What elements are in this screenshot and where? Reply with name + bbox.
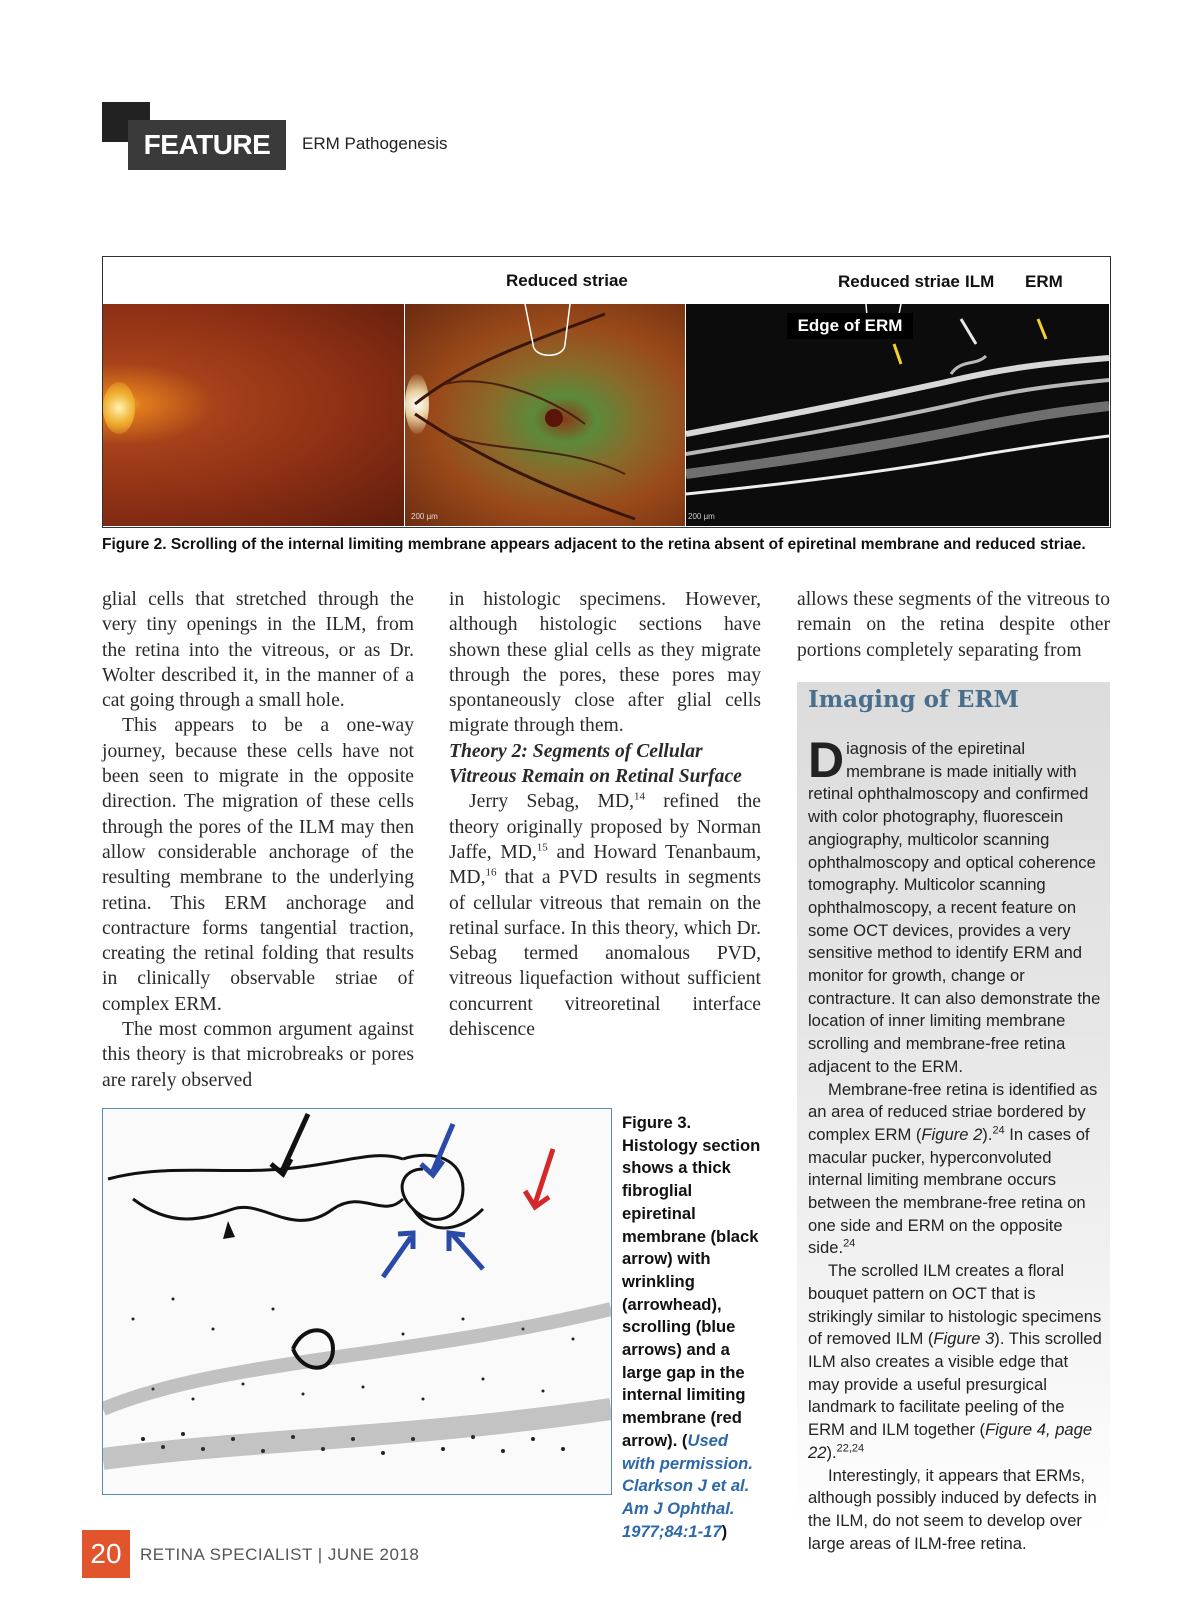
scale-bar-1: 200 µm — [411, 512, 438, 521]
sidebar-paragraph-4: Interestingly, it appears that ERMs, although possibly induced by defects in the ILM, do not seem to develop over large areas of ILM-free retina. — [808, 1465, 1097, 1553]
page-number: 20 — [82, 1530, 130, 1578]
col2-paragraph-2 — [449, 789, 761, 1042]
column-1 — [102, 587, 414, 1093]
footer-publication: RETINA SPECIALIST | JUNE 2018 — [140, 1545, 420, 1564]
figure-3-caption — [622, 1112, 762, 1543]
col2-paragraph-1: in histologic specimens. However, although histologic sections have shown these glial cells as they migrate through the pores, these pores may spontaneously close after glial cells migrate through them. — [449, 589, 761, 737]
fundus-photo — [103, 304, 404, 526]
col1-paragraph-2: This appears to be a one-way journey, because these cells have not been seen to migrate in the opposite direction. The migration of these cells through the pores of the ILM may then allow considerable anchorage of the resulting membrane to the underlying retina. This ERM anchorage and contracture forms tangential traction, creating the retinal folding that results in clinically observable striae of complex ERM. — [102, 715, 414, 1015]
sidebar-title: Imaging of ERM — [808, 686, 1019, 713]
col1-paragraph-3: The most common argument against this theory is that microbreaks or pores are rarely observed — [102, 1019, 414, 1091]
citation-link[interactable]: Used with permission. Clarkson J et al. Am J Ophthal. 1977;84:1-17 — [622, 1430, 753, 1541]
multicolor-photo — [405, 304, 685, 526]
text-run: ). This scrolled ILM also creates a visible edge that may provide a useful presurgical landmark to facilitate peeling of the ERM and ILM together ( — [808, 1329, 1102, 1440]
text-run: iagnosis of the epiretinal membrane is made initially with retinal ophthalmoscopy and confirmed with color photography, fluorescein angiography, multicolor scanning ophthalmoscopy and optical coherence tomography. Multicolor scanning ophthalmoscopy, a recent feature on some OCT devices, provides a very sensitive method to identify ERM and monitor for growth, change or contracture. It can also demonstrate the location of inner limiting membrane scrolling and membrane-free retina adjacent to the ERM. — [808, 739, 1101, 1076]
histology-drawing — [103, 1109, 611, 1494]
scale-bar-2: 200 µm — [688, 512, 715, 521]
column-3 — [797, 587, 1110, 663]
figure-2 — [102, 256, 1111, 528]
label-ilm: ILM — [965, 272, 995, 291]
text-run: The scrolled ILM creates a floral bouquet pattern on OCT that is strikingly similar to histologic specimens of removed ILM ( — [808, 1261, 1102, 1349]
column-2 — [449, 587, 761, 1042]
optic-disc — [103, 382, 135, 434]
label-reduced-striae-2: Reduced striae — [838, 272, 960, 291]
sidebar-paragraph-2 — [808, 1079, 1104, 1261]
reference-24: 24 — [843, 1237, 856, 1250]
figure-3-histology — [102, 1108, 612, 1495]
sidebar-paragraph-1 — [808, 732, 1104, 1079]
text-run: In cases of macular pucker, hyperconvoluted internal limiting membrane occurs between the membrane-free retina on one side and ERM on the opposite side. — [808, 1124, 1090, 1258]
text-run: refined the theory originally proposed by Norman Jaffe, MD, — [449, 791, 761, 863]
text-run: ). — [826, 1442, 837, 1462]
text-run: that a PVD results in segments of cellular vitreous that remain on the retinal surface. In this theory, which Dr. Sebag termed anomalous PVD, vitreous liquefaction without sufficient concurrent vitreoretinal interface dehiscence — [449, 867, 761, 1041]
sidebar-text — [808, 732, 1104, 1555]
section-subtitle: ERM Pathogenesis — [302, 134, 448, 153]
reference-15: 15 — [536, 841, 548, 854]
text-run: Membrane-free retina is identified as an area of reduced striae bordered by complex ERM ( — [808, 1079, 1098, 1144]
text-run: and Howard Tenanbaum, MD, — [449, 841, 761, 889]
caption-text: Figure 3. Histology section shows a thick fibroglial epiretinal membrane (black arrow) with wrinkling (arrowhead), scrolling (blue arrows) and a large gap in the internal limiting membrane (red arrow). ( — [622, 1113, 761, 1450]
text-run: ). — [982, 1124, 993, 1144]
reference-22-24: 22,24 — [836, 1442, 865, 1455]
col3-paragraph-1: allows these segments of the vitreous to remain on the retina despite other portions completely separating from — [797, 589, 1110, 661]
label-edge-of-erm: Edge of ERM — [787, 313, 913, 339]
col1-paragraph-1: glial cells that stretched through the very tiny openings in the ILM, from the retina into the vitreous, or as Dr. Wolter described it, in the manner of a cat going through a small hole. — [102, 589, 414, 712]
vessels-overlay — [405, 304, 685, 526]
figure-2-caption: Figure 2. Scrolling of the internal limiting membrane appears adjacent to the retina absent of epiretinal membrane and reduced striae. — [102, 536, 1086, 553]
label-reduced-striae-1: Reduced striae — [506, 271, 628, 290]
col2-subheading: Theory 2: Segments of Cellular Vitreous Remain on Retinal Surface — [449, 740, 742, 788]
reference-14: 14 — [634, 790, 645, 803]
reference-16: 16 — [485, 866, 497, 879]
section-tag: FEATURE — [128, 120, 286, 170]
figure-reference: Figure 2 — [921, 1124, 983, 1144]
caption-end: ) — [721, 1521, 728, 1541]
text-run: Jerry Sebag, MD, — [469, 791, 634, 813]
reference-24: 24 — [992, 1124, 1005, 1137]
figure-reference: Figure 3 — [933, 1329, 995, 1349]
sidebar-paragraph-3 — [808, 1260, 1104, 1464]
label-erm: ERM — [1025, 272, 1063, 291]
drop-cap: D — [808, 732, 845, 788]
figure-reference: Figure 4, page 22 — [808, 1420, 1093, 1462]
